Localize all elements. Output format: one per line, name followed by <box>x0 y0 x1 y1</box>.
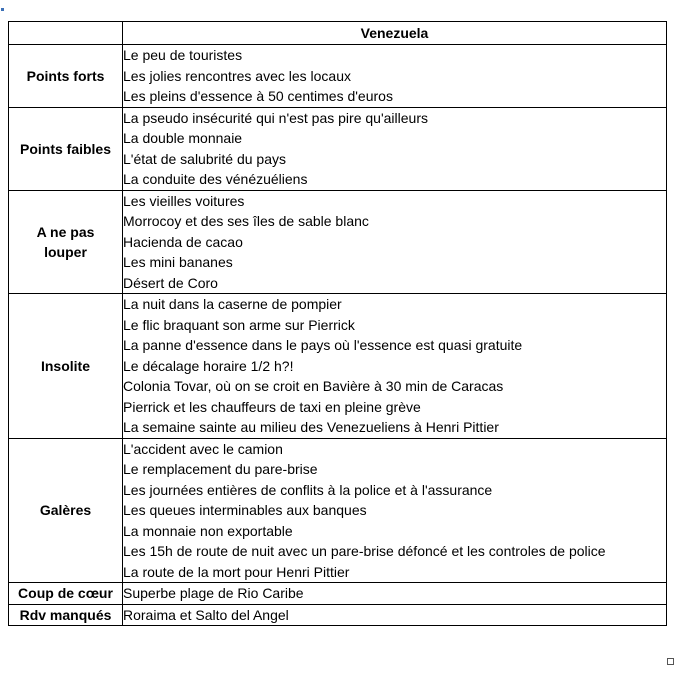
list-item: Le flic braquant son arme sur Pierrick <box>123 316 355 333</box>
row-items-cell <box>123 604 667 626</box>
list-item: Les jolies rencontres avec les locaux <box>123 67 352 84</box>
list-item: La semaine sainte au milieu des Venezueliens à Henri Pittier <box>123 419 499 435</box>
row-items-cell <box>123 294 667 439</box>
row-items-cell <box>123 438 667 583</box>
list-item: Morrocoy et des ses îles de sable blanc <box>123 213 369 229</box>
list-item: La monnaie non exportable <box>123 522 293 539</box>
row-label-cell <box>9 583 123 605</box>
country-header: Venezuela <box>123 22 667 45</box>
row-label-points-faibles: Points faibles <box>19 140 112 157</box>
row-label-cell <box>9 438 123 583</box>
table-row <box>9 604 667 626</box>
list-item: Désert de Coro <box>123 274 218 291</box>
row-label-cell <box>9 45 123 108</box>
row-items-cell <box>123 190 667 294</box>
items-list <box>123 605 666 626</box>
row-label-insolite: Insolite <box>40 357 90 374</box>
list-item: Le remplacement du pare-brise <box>123 461 318 477</box>
items-list <box>123 439 666 583</box>
table-resize-handle[interactable] <box>667 658 674 665</box>
list-item: L'état de salubrité du pays <box>123 150 287 167</box>
row-items-cell <box>123 583 667 605</box>
list-item: La double monnaie <box>123 130 243 146</box>
list-item: La pseudo insécurité qui n'est pas pire qu'ailleurs <box>123 109 428 126</box>
items-list <box>123 583 666 604</box>
row-items-cell <box>123 107 667 190</box>
anchor-mark-icon <box>1 8 4 11</box>
row-label-a-ne-pas-louper: A ne pas louper <box>36 223 95 260</box>
row-label-points-forts: Points forts <box>26 67 105 84</box>
row-label-cell <box>9 604 123 626</box>
items-list <box>123 45 666 107</box>
list-item: Les journées entières de conflits à la police et à l'assurance <box>123 481 493 498</box>
list-item: Les vieilles voitures <box>123 192 245 209</box>
list-item: Roraima et Salto del Angel <box>123 606 289 623</box>
venezuela-summary-table <box>8 21 667 626</box>
row-label-rdv-manques: Rdv manqués <box>19 606 112 623</box>
row-label-galeres: Galères <box>39 502 92 519</box>
row-label-cell <box>9 190 123 294</box>
list-item: La panne d'essence dans le pays où l'essence est quasi gratuite <box>123 337 523 353</box>
list-item: Superbe plage de Rio Caribe <box>123 585 304 601</box>
list-item: Hacienda de cacao <box>123 233 243 250</box>
items-list <box>123 108 666 190</box>
list-item: Le peu de touristes <box>123 47 243 63</box>
list-item: Colonia Tovar, où on se croit en Bavière à 30 min de Caracas <box>123 378 504 394</box>
list-item: Les pleins d'essence à 50 centimes d'euros <box>123 88 393 104</box>
list-item: L'accident avec le camion <box>123 440 283 457</box>
list-item: La conduite des vénézuéliens <box>123 171 308 187</box>
list-item: Le décalage horaire 1/2 h?! <box>123 357 294 374</box>
list-item: Les mini bananes <box>123 254 233 270</box>
items-list <box>123 294 666 438</box>
row-label-coup-de-coeur: Coup de cœur <box>18 585 113 602</box>
table-row <box>9 294 667 439</box>
table-row <box>9 45 667 108</box>
list-item: La nuit dans la caserne de pompier <box>123 296 342 312</box>
list-item: Les queues interminables aux banques <box>123 502 367 518</box>
row-items-cell <box>123 45 667 108</box>
items-list <box>123 191 666 294</box>
list-item: Pierrick et les chauffeurs de taxi en pleine grève <box>123 398 421 415</box>
table-row <box>9 107 667 190</box>
list-item: Les 15h de route de nuit avec un pare-brise défoncé et les controles de police <box>123 543 606 559</box>
table-row <box>9 190 667 294</box>
table-row <box>9 438 667 583</box>
row-label-cell <box>9 294 123 439</box>
table-row <box>9 583 667 605</box>
row-label-cell <box>9 107 123 190</box>
table-header-row <box>9 22 667 45</box>
list-item: La route de la mort pour Henri Pittier <box>123 563 350 580</box>
header-empty-cell <box>9 22 123 45</box>
